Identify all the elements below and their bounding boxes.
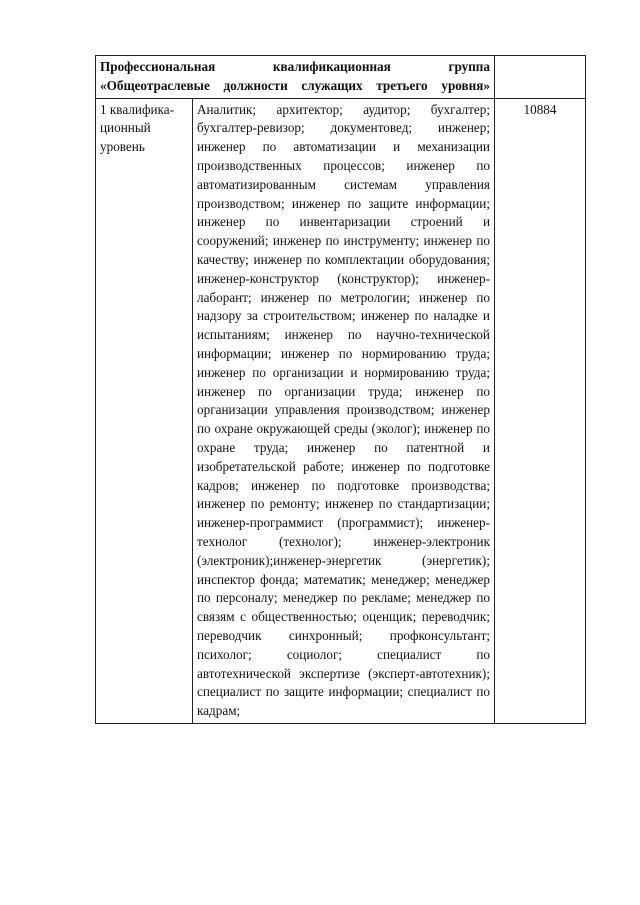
salary-code: 10884 — [495, 98, 586, 723]
group-title-cell — [96, 56, 495, 99]
group-header-row — [96, 56, 586, 99]
qualification-table — [95, 55, 586, 724]
group-title-line2: «Общеотраслевые должности служащих третьего уровня» — [100, 77, 490, 93]
positions-list: Аналитик; архитектор; аудитор; бухгалтер; бухгалтер-ревизор; документовед; инженер; инженер по автоматизации и механизации производственных процессов; инженер по автоматизированным системам управления производством; инженер по защите информации; инженер по инвентаризации строений и сооружений; инженер по инструменту; инженер по качеству; инженер по комплектации оборудования; инженер-конструктор (конструктор); инженер-лаборант; инженер по метрологии; инженер по надзору за строительством; инженер по наладке и испытаниям; инженер по научно-технической информации; инженер по нормированию труда; инженер по организации и нормированию труда; инженер по организации труда; инженер по организации управления производством; инженер по охране окружающей среды (эколог); инженер по охране труда; инженер по патентной и изобретательской работе; инженер по подготовке кадров; инженер по подготовке производства; инженер по ремонту; инженер по стандартизации; инженер-программист (программист); инженер-технолог (технолог); инженер-электроник (электроник);инженер-энергетик (энергетик); инспектор фонда; математик; менеджер; менеджер по персоналу; менеджер по рекламе; менеджер по связям с общественностью; оценщик; переводчик; переводчик синхронный; профконсультант; психолог; социолог; специалист по автотехнической экспертизе (эксперт-автотехник); специалист по защите информации; специалист по кадрам; — [193, 98, 495, 723]
level-label: 1 квалифика-ционный уровень — [96, 98, 193, 723]
level-row — [96, 98, 586, 723]
group-code-cell — [495, 56, 586, 99]
group-title-line1: Профессиональная квалификационная группа — [100, 59, 490, 74]
